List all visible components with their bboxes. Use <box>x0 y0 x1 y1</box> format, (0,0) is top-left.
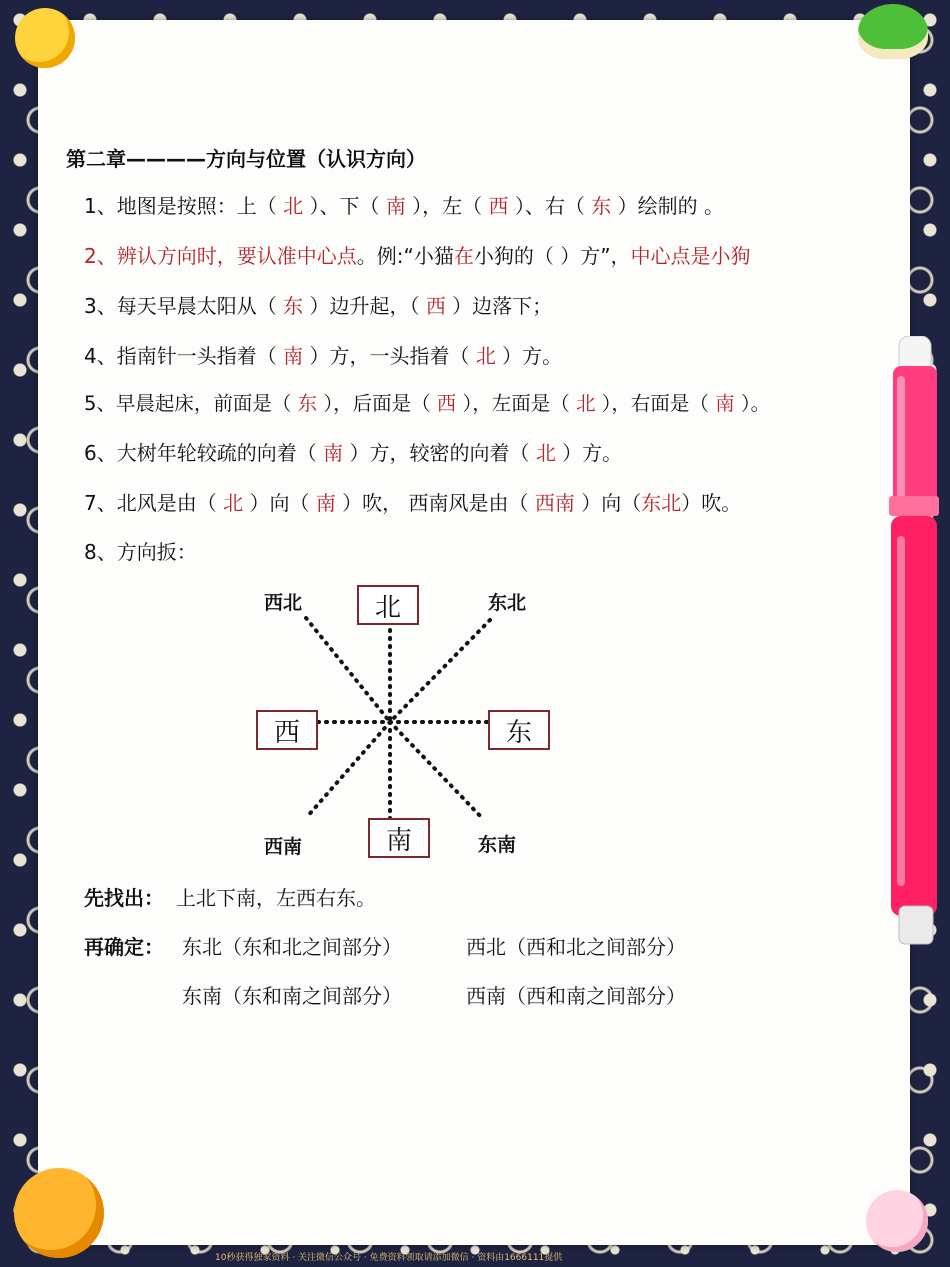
question-1 <box>84 190 724 219</box>
tiger-toy-image <box>14 1168 104 1258</box>
question-2 <box>84 240 751 269</box>
q5-answer-back: 西 <box>436 392 457 415</box>
q7-answer-sw: 西南 <box>534 491 575 515</box>
step-item-se: 东南（东和南之间部分） <box>182 984 402 1008</box>
compass-box-east: 东 <box>488 710 550 750</box>
q5-text-e: ）。 <box>734 392 771 415</box>
q3-text-a: 3、每天早晨太阳从（ <box>84 294 284 318</box>
compass-label-northeast: 东北 <box>488 592 527 614</box>
q3-text-c: ）边落下； <box>445 294 553 318</box>
compass-box-south: 南 <box>368 818 430 858</box>
q5-answer-left: 北 <box>575 392 596 415</box>
q4-text-a: 4、指南针一头指着（ <box>84 344 284 368</box>
watermark-text: 10秒获得独家资料 · 关注微信公众号 · 免费资料领取请添加微信 · 资料由1666111提供 <box>215 1253 563 1263</box>
question-7 <box>84 487 741 516</box>
q1-text-d: ）、右（ <box>508 194 592 218</box>
compass-label-southeast: 东南 <box>478 834 517 856</box>
q5-answer-right: 南 <box>715 392 735 415</box>
q7-answer-from: 北 <box>223 491 244 515</box>
question-4 <box>84 340 562 369</box>
q2-highlight-dog: 中心点是小狗 <box>630 244 751 268</box>
q5-text-a: 5、早晨起床，前面是（ <box>84 392 298 415</box>
compass-line-northwest <box>306 618 390 722</box>
compass-line-southwest <box>306 722 390 818</box>
step-then-label: 再确定： <box>84 935 164 959</box>
q5-text-c: ），左面是（ <box>456 392 576 415</box>
compass-label-northwest: 西北 <box>264 592 303 614</box>
q1-answer-right: 东 <box>591 194 612 218</box>
step-item-ne: 东北（东和北之间部分） <box>182 935 402 959</box>
q7-answer-to: 南 <box>315 491 336 515</box>
q1-text-c: ），左（ <box>405 194 489 218</box>
step-first <box>84 882 376 911</box>
q4-answer-south: 南 <box>283 344 304 368</box>
step-item-nw: 西北（西和北之间部分） <box>466 935 686 959</box>
q6-text-b: ）方，较密的向着（ <box>343 441 536 465</box>
q6-answer-dense: 北 <box>535 441 556 465</box>
q1-answer-up: 北 <box>283 194 304 218</box>
q2-text-c: 小狗的（ ）方”， <box>473 244 631 268</box>
compass-label-southwest: 西南 <box>264 836 303 858</box>
q7-text-b: ）向（ <box>243 491 316 515</box>
q5-answer-front: 东 <box>297 392 318 415</box>
q4-text-c: ）方。 <box>495 344 563 368</box>
bunny-toy-image <box>866 1190 928 1252</box>
question-5 <box>84 388 770 416</box>
q7-text-c: ）吹， 西南风是由（ <box>335 491 535 515</box>
q7-answer-ne: 东北 <box>641 491 682 515</box>
highlighter-pen-image <box>883 336 941 946</box>
step-then-label-row <box>84 931 164 960</box>
mushroom-toy-image <box>858 4 928 59</box>
q2-highlight-at: 在 <box>453 244 474 268</box>
compass-line-northeast <box>390 620 490 722</box>
q7-text-d: ）向（ <box>574 491 642 515</box>
q3-answer-rise: 东 <box>283 294 304 318</box>
step-first-label: 先找出： <box>84 886 164 910</box>
q6-answer-sparse: 南 <box>323 441 344 465</box>
page-title: 第二章————方向与位置（认识方向） <box>66 147 426 171</box>
compass-box-west: 西 <box>256 710 318 750</box>
duck-toy-image <box>15 8 75 68</box>
q3-text-b: ）边升起，（ <box>303 294 426 318</box>
q7-text-a: 7、北风是由（ <box>84 491 224 515</box>
step-first-text: 上北下南，左西右东。 <box>176 886 376 910</box>
q6-text-c: ）方。 <box>555 441 623 465</box>
q7-text-e: ）吹。 <box>681 491 742 515</box>
q8-text: 8、方向扳： <box>84 540 197 564</box>
q4-answer-north: 北 <box>475 344 496 368</box>
q5-text-b: ），后面是（ <box>317 392 437 415</box>
q2-text-a: 2、辨认方向时， <box>84 244 237 268</box>
step-item-sw: 西南（西和南之间部分） <box>466 984 686 1008</box>
compass-line-southeast <box>390 722 484 820</box>
question-8 <box>84 536 197 565</box>
compass-box-north: 北 <box>357 585 419 625</box>
q1-text-e: ）绘制的 。 <box>611 194 724 218</box>
q1-text-b: ）、下（ <box>303 194 386 218</box>
worksheet-paper <box>38 20 910 1245</box>
q2-text-b: 。例:“小猫 <box>356 244 454 268</box>
q6-text-a: 6、大树年轮较疏的向着（ <box>84 441 324 465</box>
question-3 <box>84 290 552 319</box>
q1-answer-left: 西 <box>488 194 509 218</box>
q4-text-b: ）方，一头指着（ <box>303 344 476 368</box>
q1-answer-down: 南 <box>385 194 406 218</box>
q3-answer-set: 西 <box>425 294 446 318</box>
q5-text-d: ），右面是（ <box>595 392 716 415</box>
q1-text-a: 1、地图是按照：上（ <box>84 194 284 218</box>
question-6 <box>84 437 622 466</box>
q2-highlight-center: 要认准中心点 <box>236 244 357 268</box>
